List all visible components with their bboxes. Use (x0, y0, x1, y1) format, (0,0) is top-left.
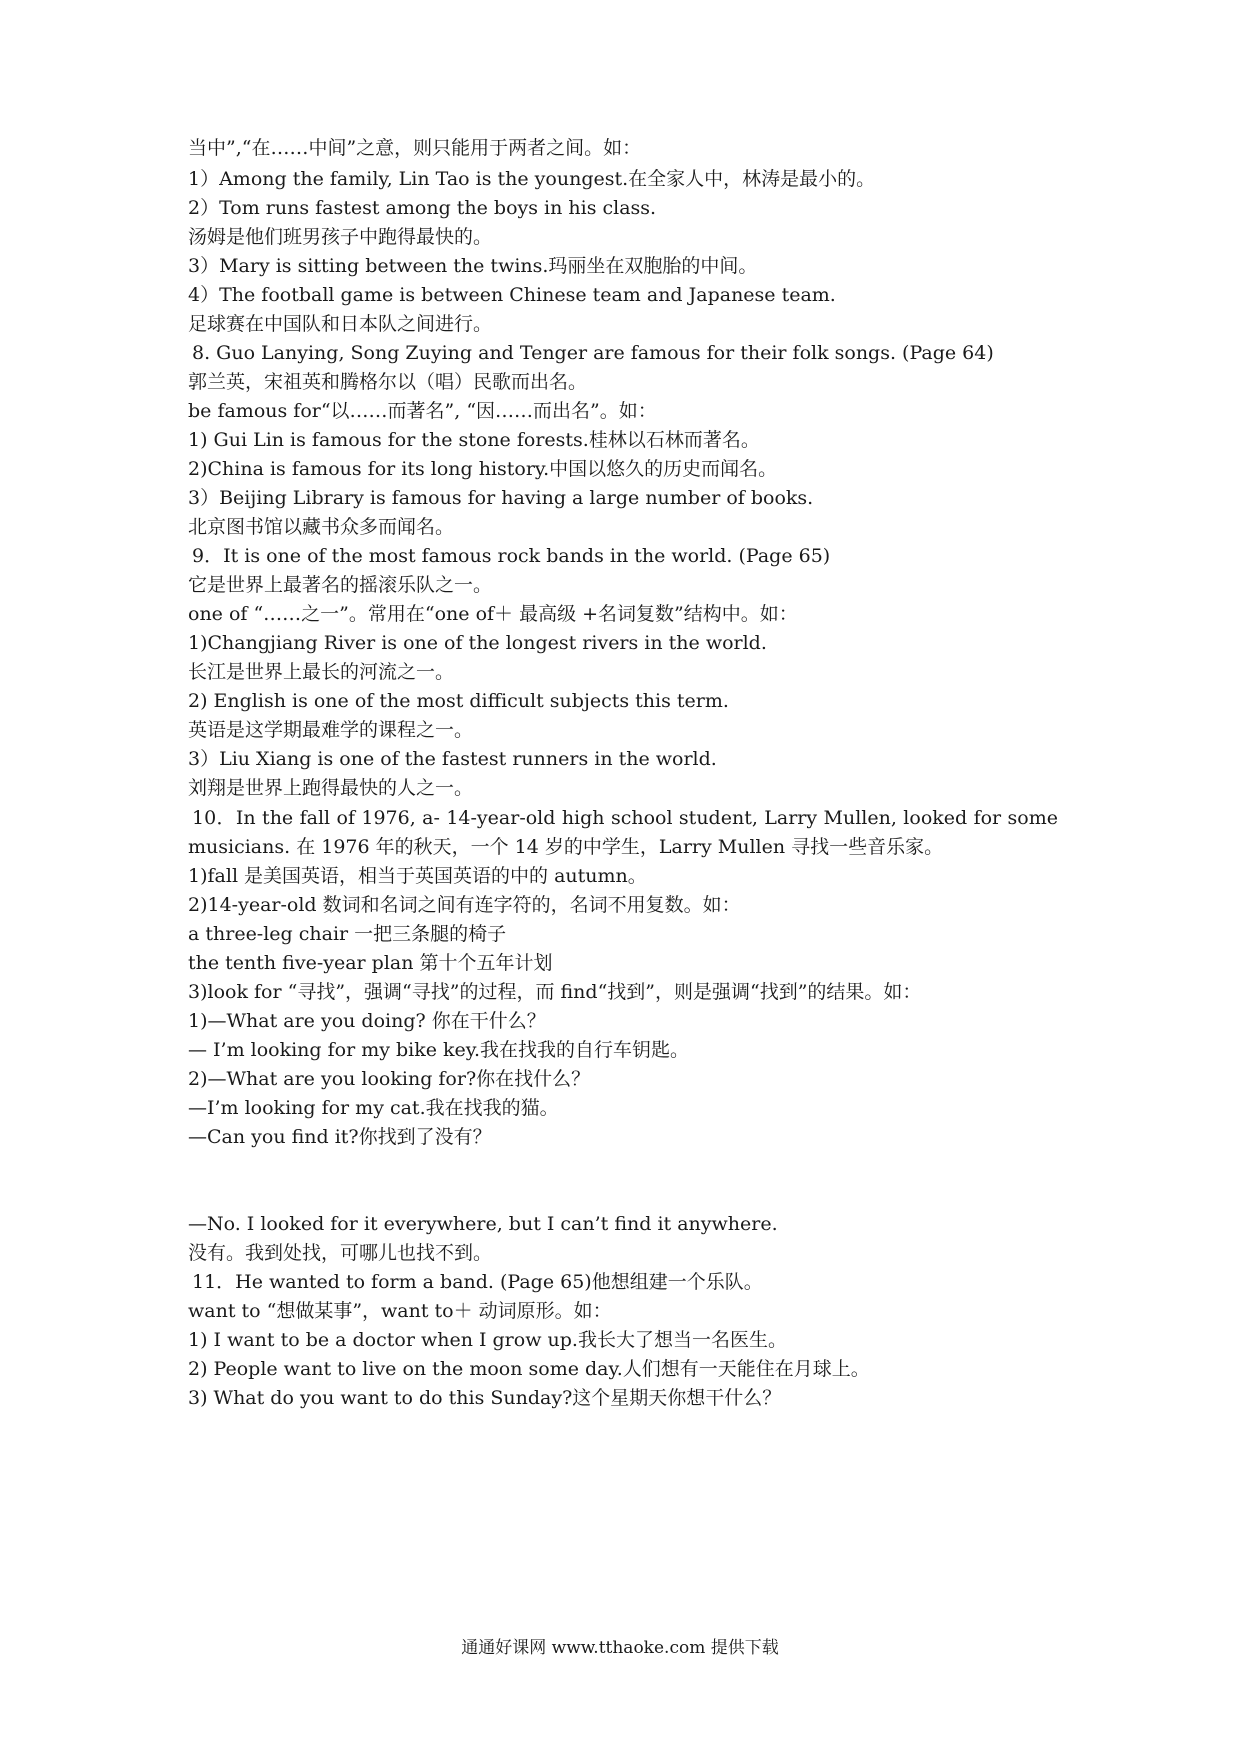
text-line: —No. I looked for it everywhere, but I can’t find it anywhere. (188, 1213, 778, 1235)
text-line: 北京图书馆以藏书众多而闻名。 (188, 516, 455, 538)
text-line: 3）Mary is sitting between the twins.玛丽坐在双胞胎的中间。 (188, 255, 758, 277)
text-line: 1) Gui Lin is famous for the stone forests.桂林以石林而著名。 (188, 429, 760, 451)
text-line: — I’m looking for my bike key.我在找我的自行车钥匙。 (188, 1039, 690, 1061)
section-heading: 8. Guo Lanying, Song Zuying and Tenger are famous for their folk songs. (Page 64) (192, 342, 994, 364)
text-line: 2)14-year-old 数词和名词之间有连字符的，名词不用复数。如： (188, 894, 741, 916)
text-line: —I’m looking for my cat.我在找我的猫。 (188, 1097, 559, 1119)
text-line: 足球赛在中国队和日本队之间进行。 (188, 313, 493, 335)
text-line: 1)Changjiang River is one of the longest rivers in the world. (188, 632, 767, 654)
text-line: be famous for“以……而著名”, “因……而出名”。如： (188, 400, 657, 422)
text-line: 它是世界上最著名的摇滚乐队之一。 (188, 574, 493, 596)
text-line: —Can you find it?你找到了没有？ (188, 1126, 492, 1148)
text-line: 3）Liu Xiang is one of the fastest runners in the world. (188, 748, 717, 770)
text-line: 汤姆是他们班男孩子中跑得最快的。 (188, 226, 493, 248)
text-line: 4）The football game is between Chinese team and Japanese team. (188, 284, 836, 306)
section-heading: 10．In the fall of 1976, a- 14-year-old high school student, Larry Mullen, looked for some (192, 807, 1058, 829)
text-line: 3) What do you want to do this Sunday?这个星期天你想干什么？ (188, 1387, 782, 1409)
page-footer: 通通好课网 www.tthaoke.com 提供下载 (461, 1638, 779, 1658)
text-line: want to “想做某事”，want to＋ 动词原形。如： (188, 1300, 612, 1322)
section-heading: 9．It is one of the most famous rock bands in the world. (Page 65) (192, 545, 831, 567)
text-line: 1)fall 是美国英语，相当于英国英语的中的 autumn。 (188, 865, 647, 887)
text-line: 英语是这学期最难学的课程之一。 (188, 719, 474, 741)
text-line: 没有。我到处找，可哪儿也找不到。 (188, 1242, 493, 1264)
text-line: a three-leg chair 一把三条腿的椅子 (188, 923, 507, 945)
text-line: the tenth five-year plan 第十个五年计划 (188, 952, 553, 974)
text-line: 当中”,“在……中间”之意，则只能用于两者之间。如： (188, 137, 642, 159)
text-line: 1) I want to be a doctor when I grow up.我长大了想当一名医生。 (188, 1329, 787, 1351)
text-line: 3）Beijing Library is famous for having a large number of books. (188, 487, 814, 509)
section-heading: 11．He wanted to form a band. (Page 65)他想组建一个乐队。 (192, 1271, 763, 1293)
text-line: 刘翔是世界上跑得最快的人之一。 (188, 777, 474, 799)
text-line: 2) English is one of the most difficult subjects this term. (188, 690, 729, 712)
text-line: one of “……之一”。常用在“one of＋ 最高级 +名词复数”结构中。如： (188, 603, 798, 625)
text-line: 2)China is famous for its long history.中国以悠久的历史而闻名。 (188, 458, 778, 480)
text-line: 郭兰英，宋祖英和腾格尔以（唱）民歌而出名。 (188, 371, 588, 393)
text-line: 1）Among the family, Lin Tao is the youngest.在全家人中，林涛是最小的。 (188, 168, 876, 190)
text-line: 长江是世界上最长的河流之一。 (188, 661, 455, 683)
text-line: 2）Tom runs fastest among the boys in his class. (188, 197, 657, 219)
text-line: 1)—What are you doing? 你在干什么？ (188, 1010, 546, 1032)
text-line: 3)look for “寻找”，强调“寻找”的过程，而 find“找到”，则是强调“找到”的结果。如： (188, 981, 922, 1003)
text-line: 2)—What are you looking for?你在找什么？ (188, 1068, 591, 1090)
text-line: 2) People want to live on the moon some day.人们想有一天能住在月球上。 (188, 1358, 870, 1380)
text-line: musicians. 在 1976 年的秋天，一个 14 岁的中学生，Larry Mullen 寻找一些音乐家。 (188, 836, 944, 858)
